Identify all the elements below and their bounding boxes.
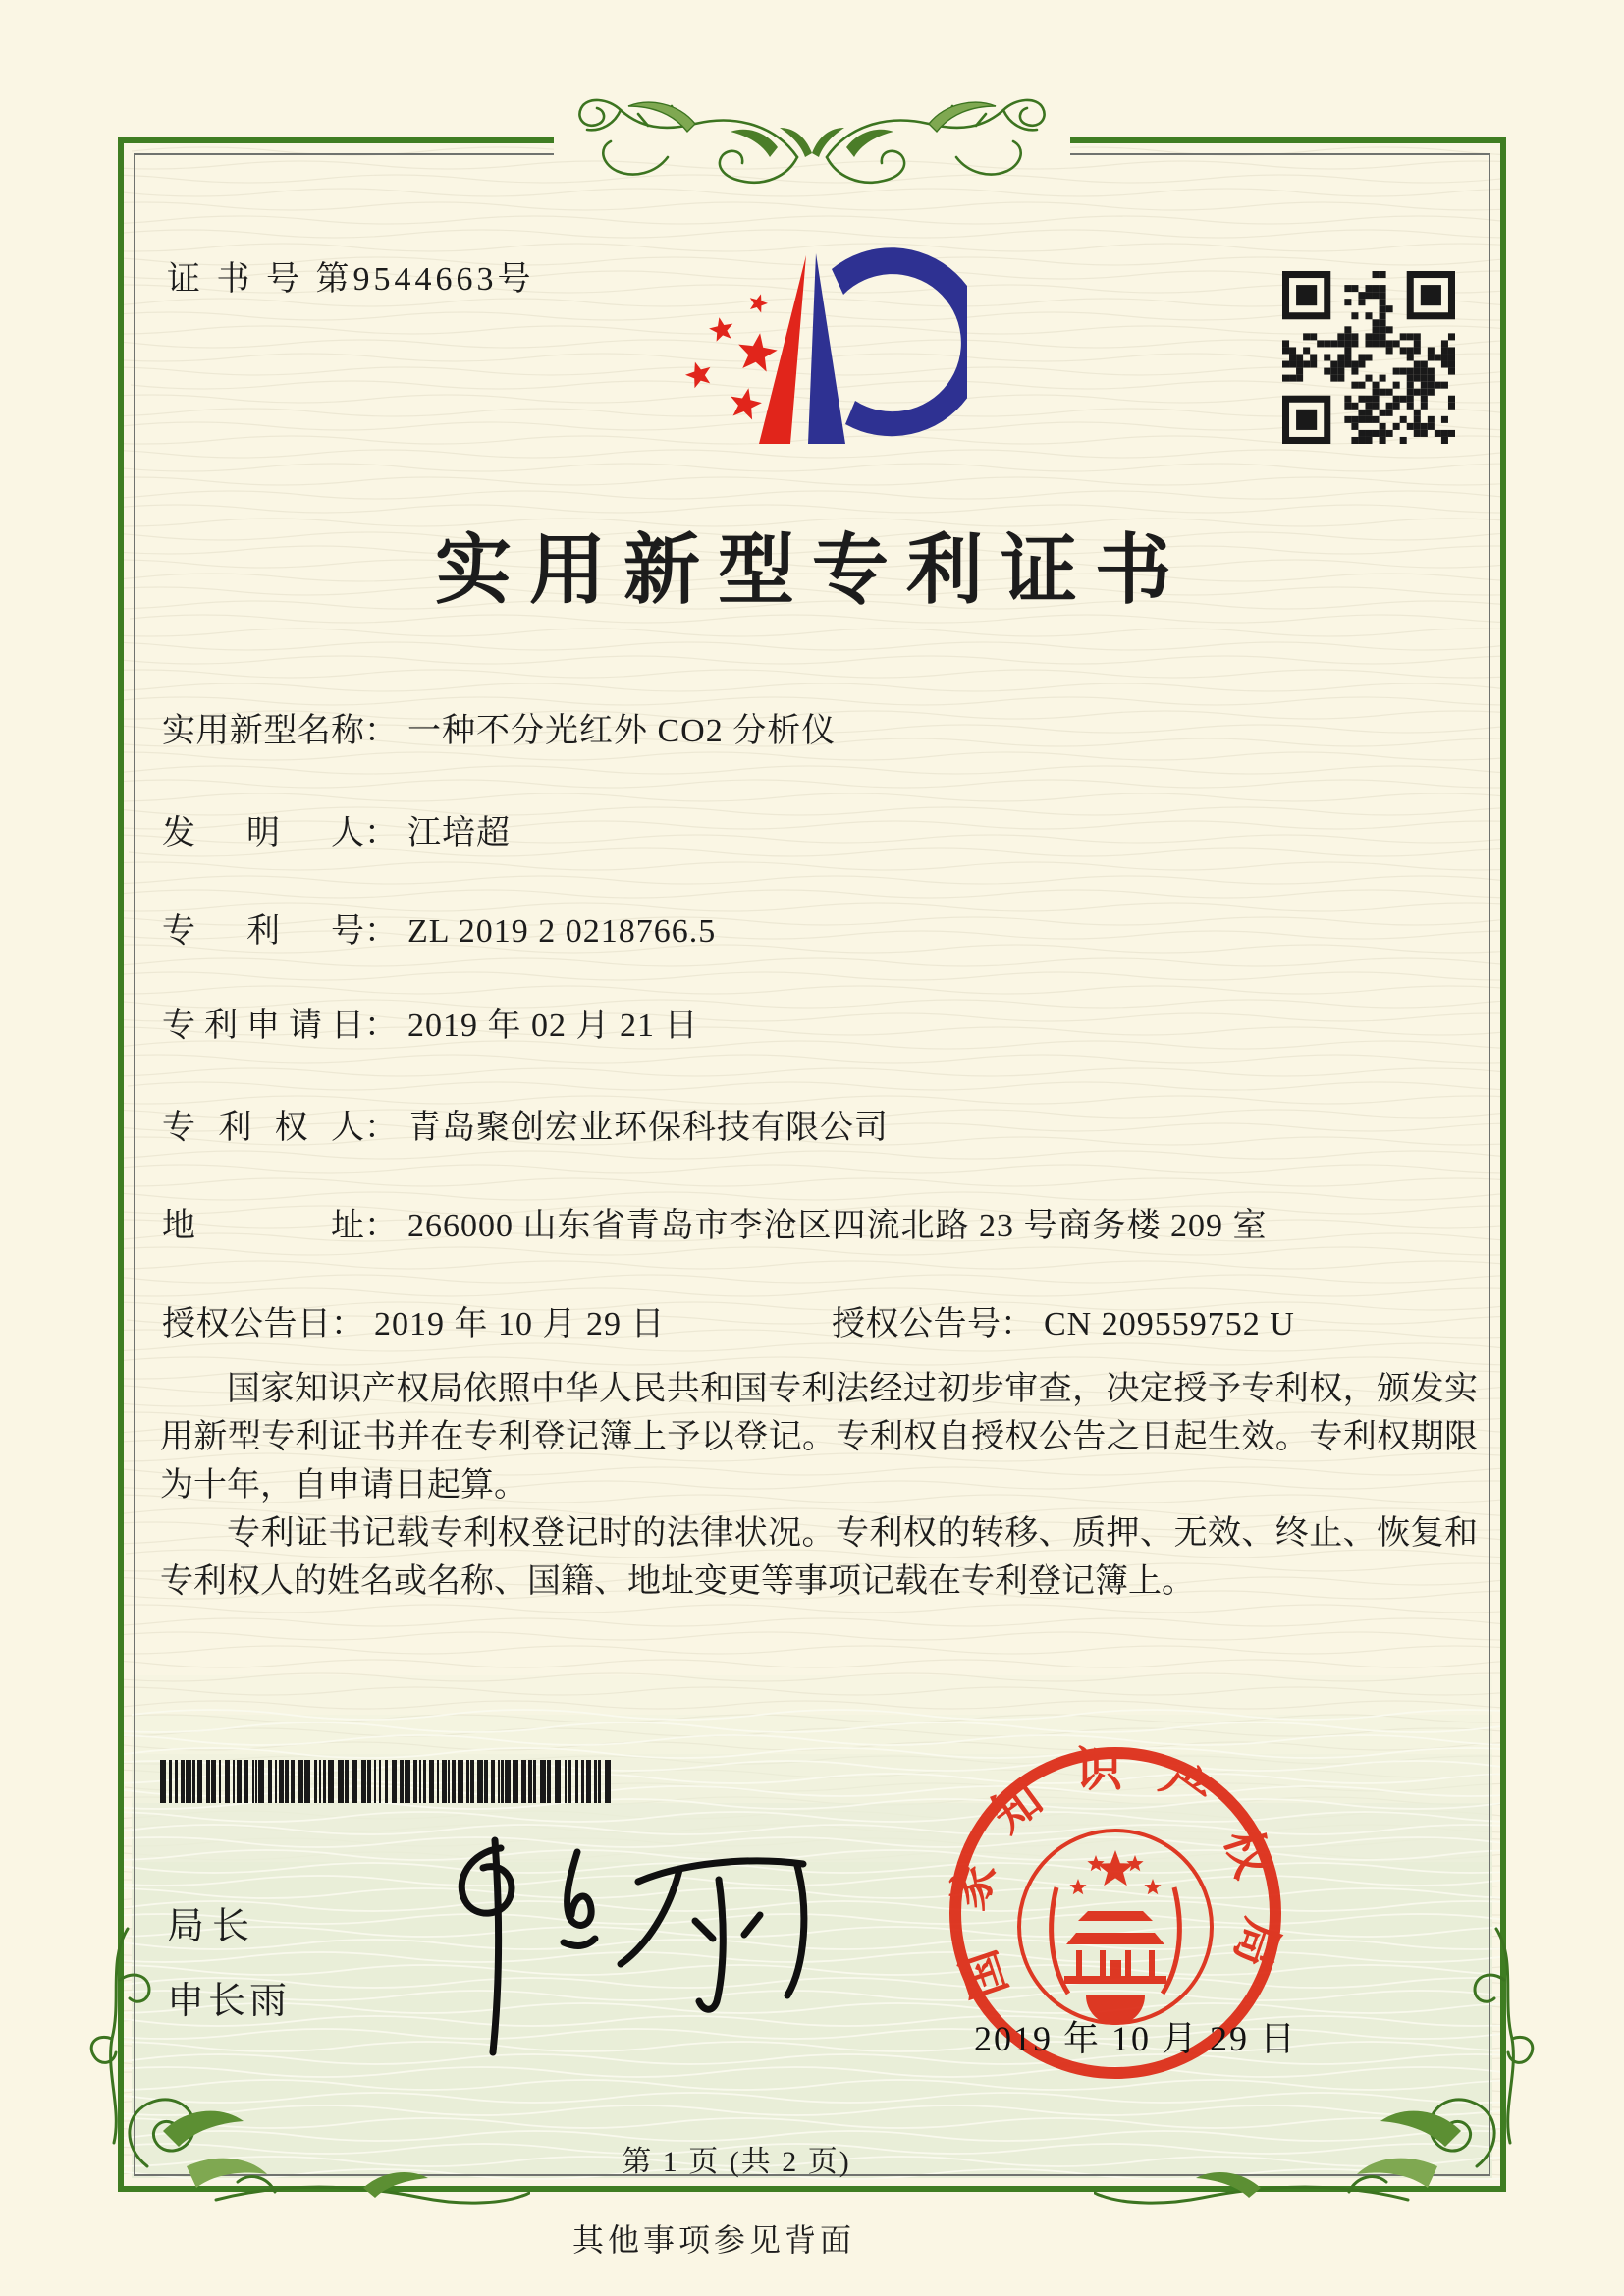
field-row-name [162, 703, 1483, 751]
certificate-number: 证 书 号 第9544663号 [167, 261, 535, 298]
field-label: 专利权人 [162, 1110, 364, 1146]
legal-text [160, 1365, 1478, 1606]
field-row-address [162, 1198, 1483, 1246]
field-label: 专利申请日 [162, 1008, 364, 1044]
back-note: 其他事项参见背面 [571, 2222, 855, 2258]
field-label: 授权公告日 [162, 1306, 331, 1342]
field-label: 授权公告号 [832, 1306, 1001, 1342]
seal-date: 2019 年 10 月 29 日 [974, 2019, 1298, 2058]
director-name: 申长雨 [167, 1981, 292, 2022]
label-colon: ： [331, 1306, 364, 1342]
national-emblem [1019, 1831, 1212, 2025]
field-value: 2019 年 10 月 29 日 [374, 1306, 666, 1342]
field-value: 266000 山东省青岛市李沧区四流北路 23 号商务楼 209 室 [407, 1208, 1268, 1244]
label-colon: ： [364, 1008, 398, 1044]
cnipa-patent-logo [643, 247, 967, 454]
legal-text-paragraph-1: 国家知识产权局依照中华人民共和国专利法经过初步审查，决定授予专利权，颁发实用新型专利证书并在专利登记簿上予以登记。专利权自授权公告之日起生效。专利权期限为十年，自申请日起算。 [160, 1371, 1478, 1503]
label-colon: ： [364, 1208, 398, 1244]
field-value: CN 209559752 U [1044, 1306, 1295, 1342]
grant-date-group [162, 1306, 666, 1342]
field-value: 青岛聚创宏业环保科技有限公司 [407, 1110, 889, 1146]
field-label: 实用新型名称 [162, 713, 364, 749]
legal-text-paragraph-2: 专利证书记载专利权登记时的法律状况。专利权的转移、质押、无效、终止、恢复和专利权人的姓名或名称、国籍、地址变更等事项记载在专利登记簿上。 [160, 1515, 1478, 1600]
field-value: 2019 年 02 月 21 日 [407, 1008, 699, 1044]
barcode [160, 1760, 622, 1803]
field-label: 专利号 [162, 913, 364, 950]
certificate-title: 实用新型专利证书 [434, 527, 1189, 613]
label-colon: ： [364, 913, 398, 950]
field-row-filing-date [162, 998, 1483, 1046]
field-row-grant [162, 1296, 1483, 1344]
director-signature-script [385, 1819, 846, 2064]
label-colon: ： [364, 713, 398, 749]
field-label: 发明人 [162, 815, 364, 851]
label-colon: ： [1001, 1306, 1034, 1342]
label-colon: ： [364, 815, 398, 851]
label-colon: ： [364, 1110, 398, 1146]
field-value: ZL 2019 2 0218766.5 [407, 913, 717, 950]
logo-stars [685, 294, 778, 419]
field-row-patent-no [162, 903, 1483, 952]
grant-no-group [832, 1296, 1295, 1344]
qr-code [1282, 271, 1455, 444]
field-value: 江培超 [407, 815, 511, 851]
director-title: 局长 [167, 1906, 258, 1947]
page-indicator: 第 1 页 (共 2 页) [622, 2146, 851, 2178]
field-row-patentee [162, 1100, 1483, 1148]
field-label: 地址 [162, 1208, 364, 1244]
dragon-ornament [530, 63, 1094, 218]
field-value: 一种不分光红外 CO2 分析仪 [407, 713, 837, 749]
seal-text: 国家知识产权局 [942, 1744, 1289, 2005]
field-row-inventor [162, 805, 1483, 853]
